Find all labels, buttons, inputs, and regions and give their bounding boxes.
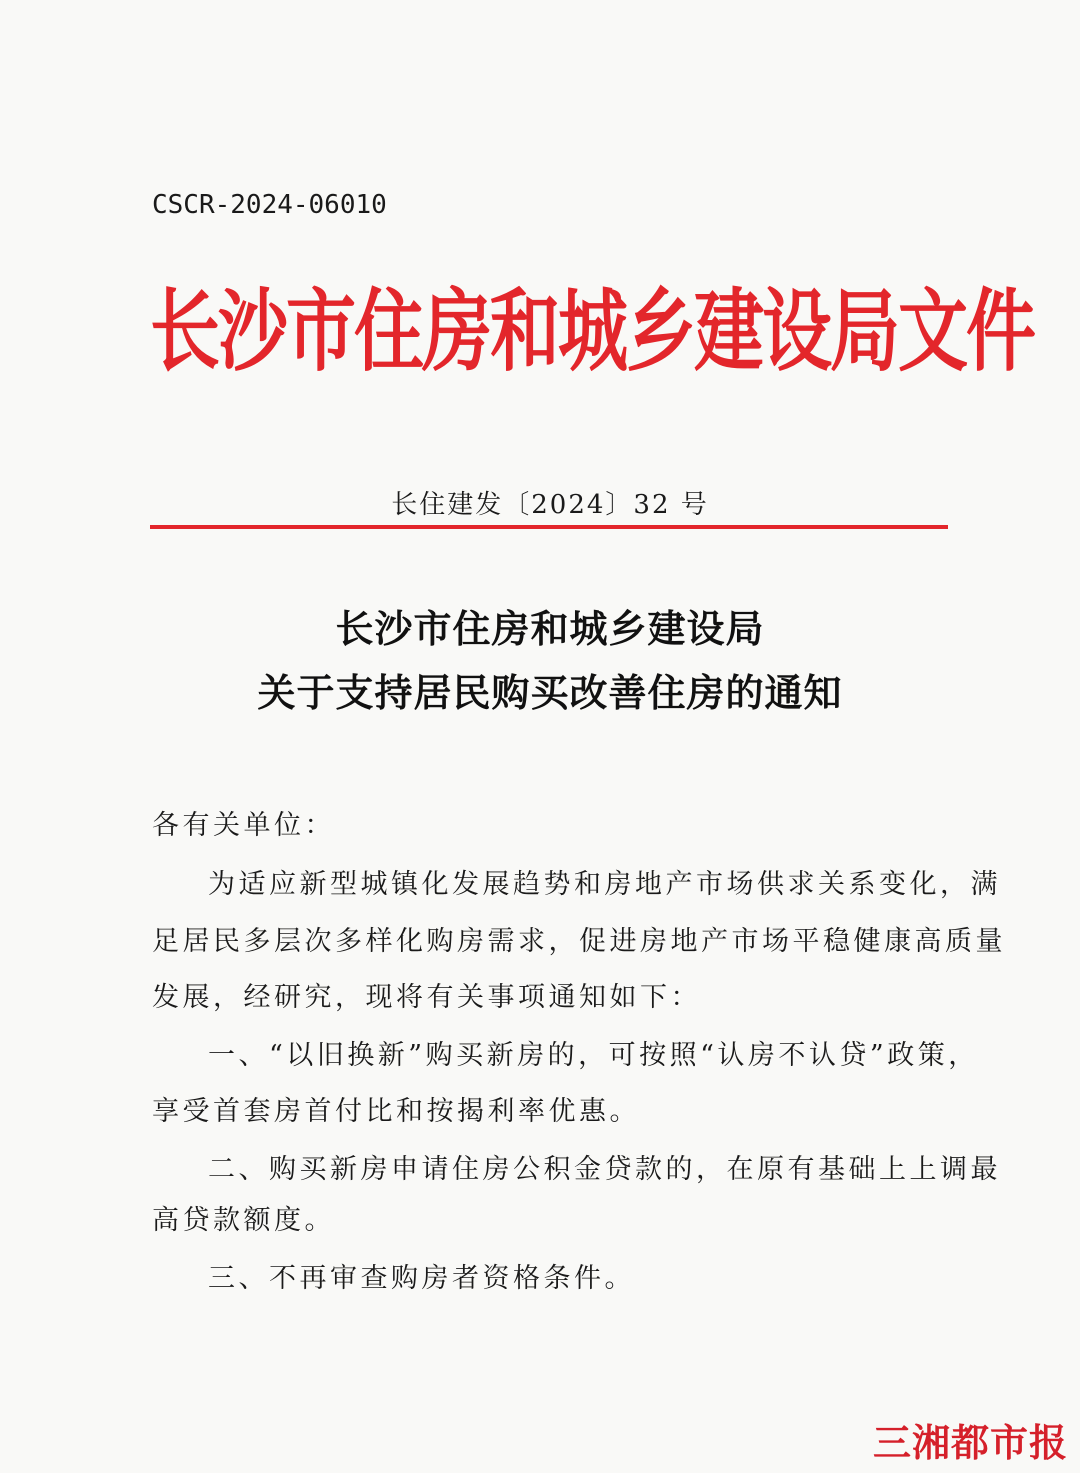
red-divider-line [150,525,948,529]
newspaper-watermark-logo: 三湘都市报 [872,1421,1068,1465]
item-3-line-1: 三、不再审查购房者资格条件。 [208,1263,635,1294]
issuing-organization-header: 长沙市住房和城乡建设局文件 [150,279,1034,385]
notice-title-line-2: 关于支持居民购买改善住房的通知 [257,670,843,715]
item-2-line-2: 高贷款额度。 [152,1205,335,1236]
intro-paragraph-line-3: 发展，经研究，现将有关事项通知如下： [152,982,701,1013]
document-code: CSCR-2024-06010 [152,190,387,220]
intro-paragraph-line-1: 为适应新型城镇化发展趋势和房地产市场供求关系变化，满 [208,869,1001,900]
item-1-line-2: 享受首套房首付比和按揭利率优惠。 [152,1096,640,1127]
intro-paragraph-line-2: 足居民多层次多样化购房需求，促进房地产市场平稳健康高质量 [152,926,1006,957]
item-1-line-1: 一、“以旧换新”购买新房的，可按照“认房不认贷”政策， [208,1040,979,1071]
document-number: 长住建发〔2024〕32 号 [391,490,709,520]
item-2-line-1: 二、购买新房申请住房公积金贷款的，在原有基础上上调最 [208,1154,1001,1185]
notice-title-line-1: 长沙市住房和城乡建设局 [335,606,765,651]
salutation: 各有关单位： [152,810,335,841]
